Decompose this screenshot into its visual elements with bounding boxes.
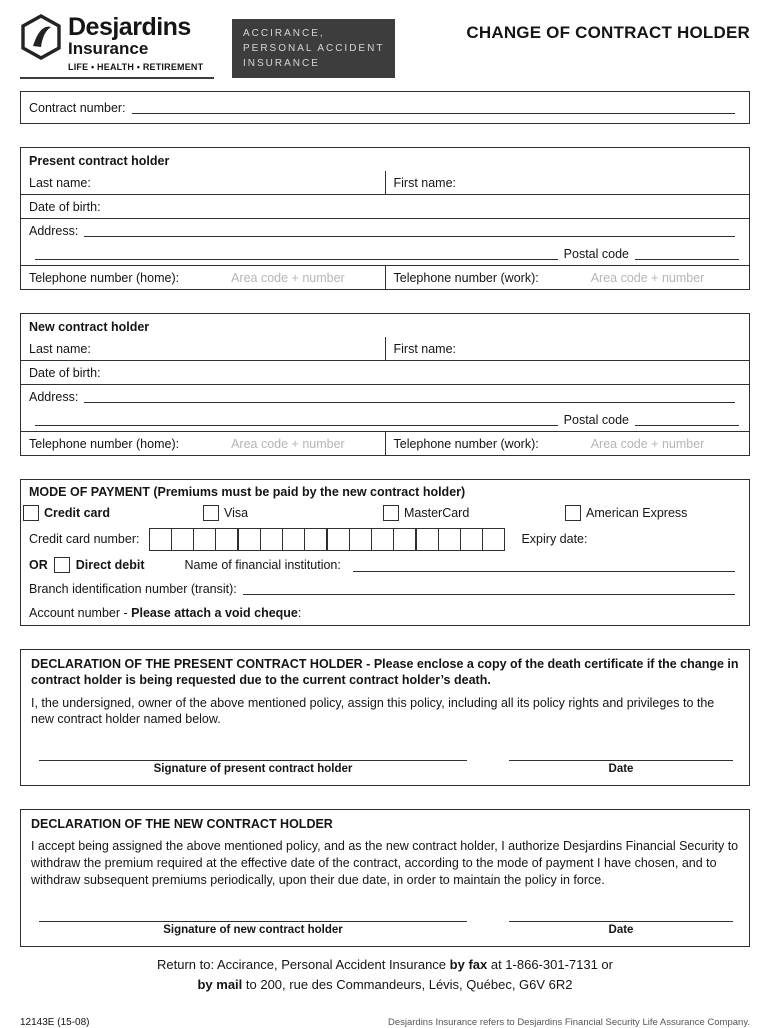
- card-digit-cell[interactable]: [417, 529, 439, 550]
- postal-code-label: Postal code: [563, 412, 629, 427]
- institution-label: Name of financial institution:: [184, 558, 341, 572]
- dob-label: Date of birth:: [29, 199, 101, 214]
- product-line: ACCIRANCE,: [243, 28, 325, 39]
- phone-work-input[interactable]: Area code + number: [590, 270, 705, 285]
- direct-debit-label: Direct debit: [75, 558, 145, 572]
- new-signature-input[interactable]: [39, 909, 467, 922]
- declaration-new-body: I accept being assigned the above mentioned policy, and as the new contract holder, I authorize Desjardins Financial Security to withdraw the premium required at the effective date of the contract, according to the mode of payment I have chosen, and to withdraw subsequent premiums periodically, upon their due date, in order to maintain the policy in force.: [31, 839, 739, 887]
- account-input[interactable]: [307, 607, 735, 619]
- brand-tagline: LIFE • HEALTH • RETIREMENT: [68, 62, 204, 72]
- visa-label: Visa: [224, 506, 249, 520]
- address-label: Address:: [29, 389, 79, 404]
- postal-code-label: Postal code: [563, 246, 629, 261]
- card-digit-cell[interactable]: [394, 529, 417, 550]
- postal-code-input[interactable]: [635, 413, 739, 426]
- last-name-input[interactable]: [97, 177, 371, 189]
- brand-block: [20, 14, 214, 79]
- payment-section: [20, 479, 750, 626]
- declaration-new-heading: DECLARATION OF THE NEW CONTRACT HOLDER: [31, 817, 333, 831]
- phone-work-label: Telephone number (work):: [393, 270, 539, 285]
- dob-input[interactable]: [107, 367, 735, 379]
- brand-subtitle: Insurance: [68, 39, 149, 58]
- payment-title: MODE OF PAYMENT (Premiums must be paid by the new contract holder): [29, 485, 466, 499]
- card-digit-cell[interactable]: [483, 529, 504, 550]
- first-name-label: First name:: [393, 341, 457, 356]
- amex-label: American Express: [586, 506, 688, 520]
- new-signature-caption: Signature of new contract holder: [163, 923, 343, 936]
- card-digit-cell[interactable]: [194, 529, 216, 550]
- mastercard-label: MasterCard: [404, 506, 470, 520]
- expiry-label: Expiry date:: [521, 532, 588, 546]
- expiry-input[interactable]: [593, 533, 735, 545]
- last-name-label: Last name:: [29, 175, 91, 190]
- or-label: OR: [29, 558, 48, 572]
- card-digit-cell[interactable]: [150, 529, 172, 550]
- new-holder-section: [20, 313, 750, 456]
- header: [20, 14, 750, 79]
- desjardins-logo-icon: [20, 14, 62, 60]
- declaration-present-section: [20, 649, 750, 786]
- card-number-input[interactable]: [149, 528, 505, 551]
- last-name-label: Last name:: [29, 341, 91, 356]
- present-signature-input[interactable]: [39, 748, 467, 761]
- phone-home-label: Telephone number (home):: [29, 436, 180, 451]
- first-name-label: First name:: [393, 175, 457, 190]
- visa-checkbox[interactable]: [203, 505, 219, 521]
- card-number-label: Credit card number:: [29, 532, 140, 546]
- address-line2-input[interactable]: [35, 247, 558, 260]
- transit-label: Branch identification number (transit):: [29, 581, 237, 596]
- return-instructions: Return to: Accirance, Personal Accident Insurance by fax at 1-866-301-7131 or by mail to 200, rue des Commandeurs, Lévis, Québec, G6V 6R2: [156, 956, 613, 992]
- card-digit-cell[interactable]: [261, 529, 283, 550]
- phone-home-input[interactable]: Area code + number: [231, 270, 345, 285]
- card-digit-cell[interactable]: [328, 529, 350, 550]
- new-date-caption: Date: [608, 923, 634, 936]
- contract-number-section: [20, 91, 750, 124]
- section-title: Present contract holder: [29, 154, 170, 168]
- contract-number-label: Contract number:: [29, 100, 126, 115]
- phone-work-label: Telephone number (work):: [393, 436, 539, 451]
- declaration-present-heading: DECLARATION OF THE PRESENT CONTRACT HOLDER - Please enclose a copy of the death certificate if the change in contract holder is being requested due to the current contract holder’s death.: [31, 657, 739, 688]
- legal-disclaimer: Desjardins Insurance refers to Desjardins Financial Security Life Assurance Company.: [387, 1016, 750, 1028]
- declaration-new-section: [20, 809, 750, 947]
- present-signature-caption: Signature of present contract holder: [153, 763, 353, 775]
- credit-card-checkbox[interactable]: [23, 505, 39, 521]
- phone-home-label: Telephone number (home):: [29, 270, 180, 285]
- phone-work-input[interactable]: Area code + number: [590, 436, 705, 451]
- card-digit-cell[interactable]: [216, 529, 239, 550]
- dob-input[interactable]: [107, 201, 735, 213]
- address-label: Address:: [29, 223, 79, 238]
- card-digit-cell[interactable]: [439, 529, 461, 550]
- card-digit-cell[interactable]: [461, 529, 483, 550]
- amex-checkbox[interactable]: [565, 505, 581, 521]
- contract-number-input[interactable]: [132, 101, 735, 114]
- postal-code-input[interactable]: [635, 247, 739, 260]
- form-code: 12143E (15-08): [20, 1016, 90, 1028]
- declaration-present-body: I, the undersigned, owner of the above mentioned policy, assign this policy, including all its policy rights and privileges to the new contract holder named below.: [31, 695, 715, 727]
- card-digit-cell[interactable]: [283, 529, 305, 550]
- credit-card-label: Credit card: [44, 506, 110, 520]
- product-line: INSURANCE: [243, 58, 320, 69]
- page-title: CHANGE OF CONTRACT HOLDER: [466, 23, 750, 42]
- first-name-input[interactable]: [462, 177, 735, 189]
- new-date-input[interactable]: [509, 909, 733, 922]
- transit-input[interactable]: [243, 582, 735, 595]
- card-digit-cell[interactable]: [350, 529, 372, 550]
- card-digit-cell[interactable]: [372, 529, 394, 550]
- mastercard-checkbox[interactable]: [383, 505, 399, 521]
- account-label: Account number - Please attach a void cheque:: [29, 605, 302, 620]
- section-title: New contract holder: [29, 320, 150, 334]
- institution-input[interactable]: [353, 559, 735, 572]
- product-box: [232, 19, 395, 78]
- address-line2-input[interactable]: [35, 413, 558, 426]
- brand-name: Desjardins: [68, 13, 191, 41]
- product-line: PERSONAL ACCIDENT: [243, 43, 385, 54]
- last-name-input[interactable]: [97, 343, 371, 355]
- first-name-input[interactable]: [462, 343, 735, 355]
- address-input[interactable]: [84, 224, 735, 237]
- present-date-caption: Date: [608, 763, 634, 775]
- phone-home-input[interactable]: Area code + number: [231, 436, 345, 451]
- present-date-input[interactable]: [509, 748, 733, 761]
- card-digit-cell[interactable]: [239, 529, 261, 550]
- direct-debit-checkbox[interactable]: [54, 557, 70, 573]
- card-digit-cell[interactable]: [305, 529, 328, 550]
- address-input[interactable]: [84, 390, 735, 403]
- present-holder-section: [20, 147, 750, 290]
- dob-label: Date of birth:: [29, 365, 101, 380]
- card-digit-cell[interactable]: [172, 529, 194, 550]
